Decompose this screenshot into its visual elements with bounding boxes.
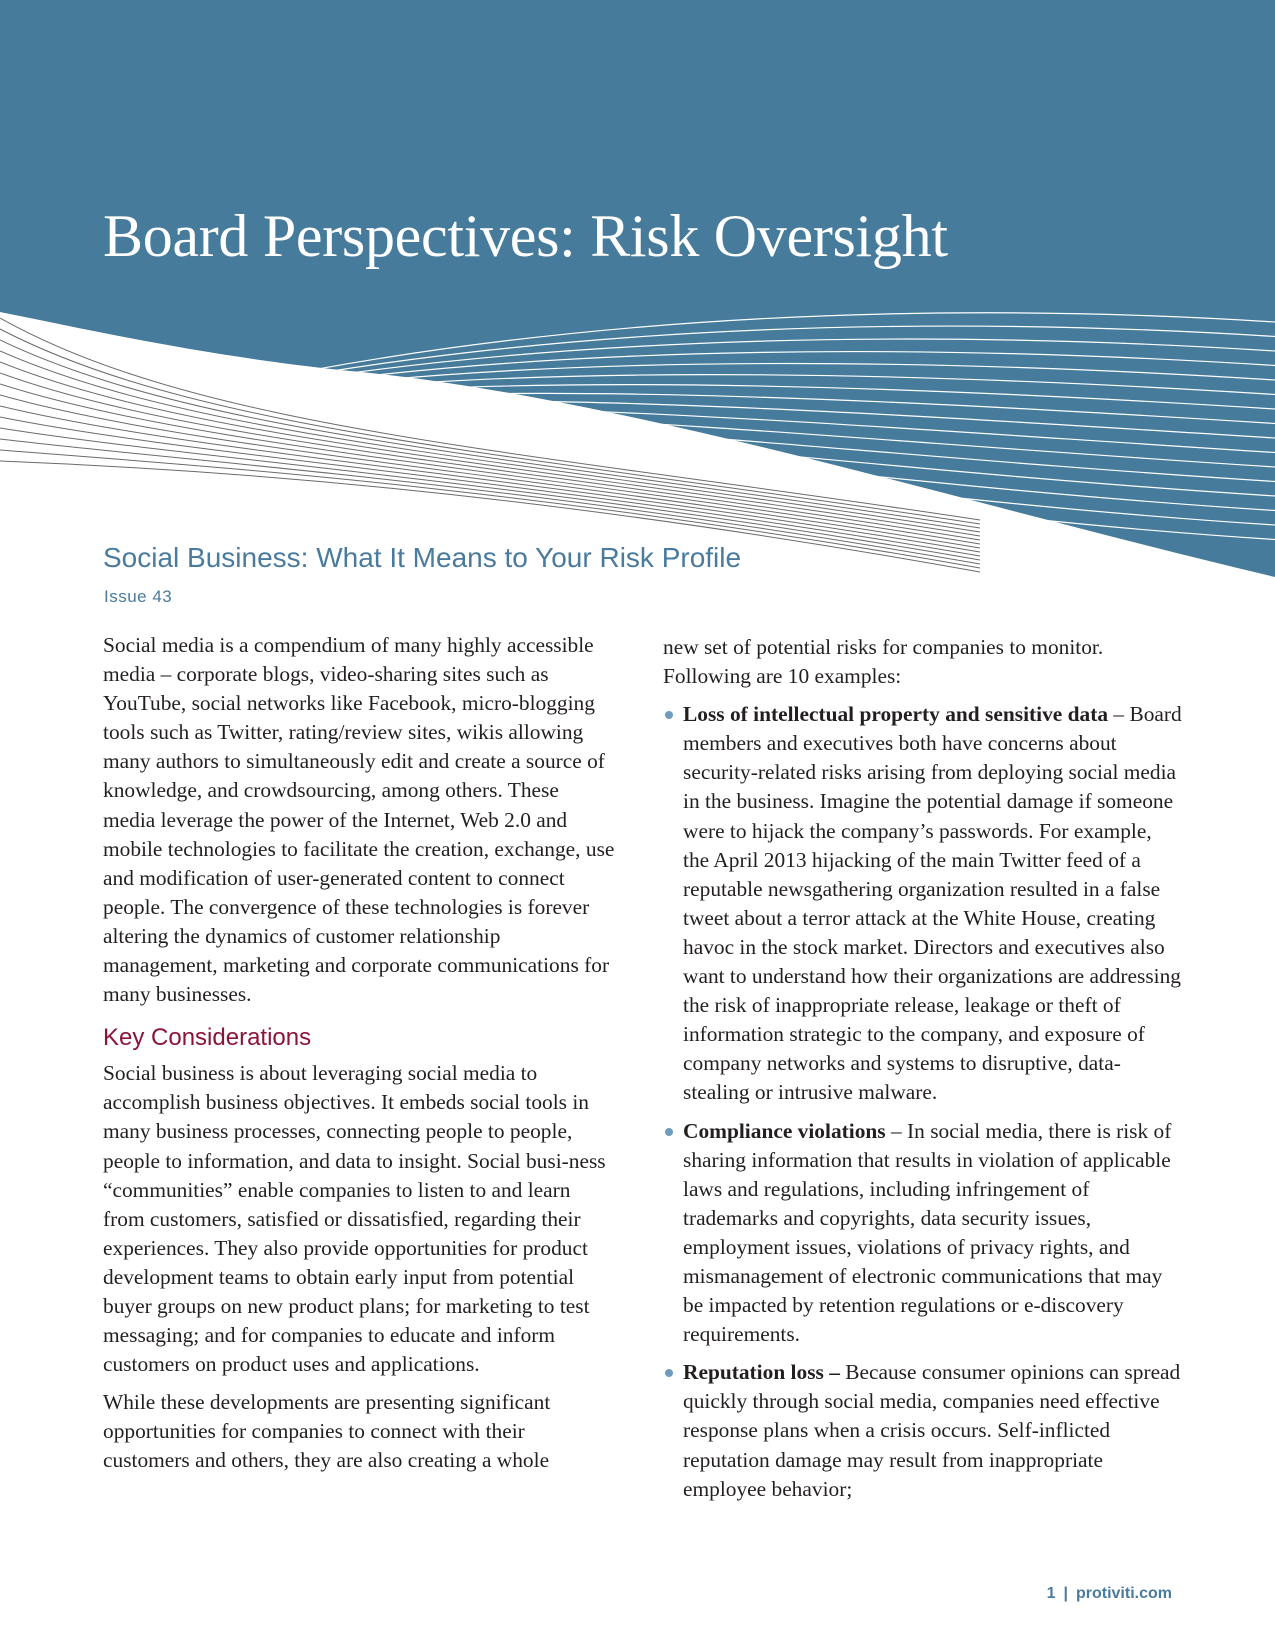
banner-background: [0, 0, 1275, 577]
left-column: [103, 631, 615, 1485]
risk-term: Loss of intellectual property and sensitive data: [683, 702, 1109, 727]
page-number: 1: [1046, 1585, 1056, 1602]
risk-item-reputation: [663, 1358, 1183, 1503]
bullet-icon: [665, 711, 673, 719]
risk-term: Reputation loss –: [683, 1360, 840, 1385]
key-considerations-heading: Key Considerations: [103, 1024, 312, 1052]
footer-separator: |: [1063, 1585, 1068, 1602]
right-column: [663, 633, 1183, 1513]
risk-list: [663, 700, 1183, 1504]
risk-description: Because consumer opinions can spread quickly through social media, companies need effective response plans when a crisis occurs. Self-inflicted reputation damage may result from inappropriate employee behavior;: [683, 1360, 1181, 1501]
header-banner: [0, 0, 1275, 600]
risk-term: Compliance violations: [683, 1118, 886, 1143]
page-footer: [1047, 1585, 1172, 1603]
risk-description: – Board members and executives both have concerns about security-related risks arising from deploying social media in the business. Imagine the potential damage if someone were to hijack the company’s passwords. For example, the April 2013 hijacking of the main Twitter feed of a reputable newsgathering organization resulted in a false tweet about a terror attack at the White House, creating havoc in the stock market. Directors and executives also want to understand how their organizations are addressing the risk of inappropriate release, leakage or theft of information strategic to the company, and exposure of company networks and systems to disruptive, data-stealing or intrusive malware.: [683, 702, 1182, 1105]
article-subtitle: Social Business: What It Means to Your Risk Profile: [103, 542, 742, 573]
risk-item-compliance: [663, 1117, 1183, 1350]
risk-item-ip-loss: [663, 700, 1183, 1107]
risk-description: – In social media, there is risk of sharing information that results in violation of applicable laws and regulations, including infringement of trademarks and copyrights, data security issues, employment issues, violations of privacy rights, and mismanagement of electronic communications that may be impacted by retention regulations or e-discovery requirements.: [683, 1118, 1172, 1347]
footer-site-link[interactable]: protiviti.com: [1075, 1585, 1172, 1602]
bullet-icon: [665, 1369, 673, 1377]
document-title: Board Perspectives: Risk Oversight: [103, 203, 948, 269]
intro-paragraph: Social media is a compendium of many highly accessible media – corporate blogs, video-sharing sites such as YouTube, social networks like Facebook, micro-blogging tools such as Twitter, rating/review sites, wikis allowing many authors to simultaneously edit and create a source of knowledge, and crowdsourcing, among others. These media leverage the power of the Internet, Web 2.0 and mobile technologies to facilitate the creation, exchange, use and modification of user-generated content to connect people. The convergence of these technologies is forever altering the dynamics of customer relationship management, marketing and corporate communications for many businesses.: [103, 633, 615, 1007]
continuation-paragraph: new set of potential risks for companies to monitor. Following are 10 examples:: [663, 635, 1104, 689]
key-considerations-paragraph-1: Social business is about leveraging social media to accomplish business objectives. It embeds social tools in many business processes, connecting people to people, people to information, and data to insight. Social busi-ness “communities” enable companies to listen to and learn from customers, satisfied or dissatisfied, regarding their experiences. They also provide opportunities for product development teams to obtain early input from potential buyer groups on new product plans; for marketing to test messaging; and for companies to educate and inform customers on product uses and applications.: [103, 1061, 606, 1377]
issue-number: Issue 43: [104, 587, 173, 606]
bullet-icon: [665, 1128, 673, 1136]
key-considerations-paragraph-2: While these developments are presenting significant opportunities for companies to connect with their customers and others, they are also creating a whole: [103, 1390, 551, 1473]
